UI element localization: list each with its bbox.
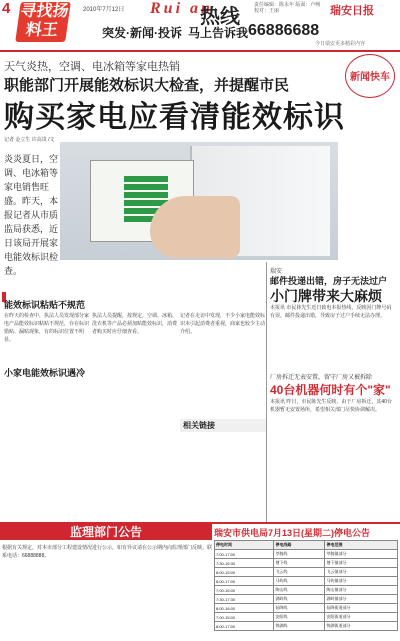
table-cell: 仙降线	[274, 604, 325, 613]
table-cell: 8:00-15:00	[215, 568, 274, 577]
hotline-number: 66886688	[248, 22, 320, 39]
body-column-2: 执法人员提醒，按规定，空调、冰箱、洗衣机等产品必须加贴能效标识，消费者购买时应仔细查看。	[92, 313, 178, 335]
table-row	[215, 550, 398, 559]
table-cell: 塘下线	[274, 559, 325, 568]
right-story1-body: 本报讯 市民林先生近日致电本报热线，反映因门牌号码有误，邮件投递出错，导致房子过户手续无法办理。	[270, 305, 392, 319]
story-kicker: 天气炎热，空调、电冰箱等家电热销	[4, 61, 180, 73]
hand-photo-part	[150, 196, 240, 258]
table-row	[215, 595, 398, 604]
right-story1-headline: 小门牌带来大麻烦	[270, 288, 382, 304]
table-row	[215, 622, 398, 631]
subhead-small-appliance: 小家电能效标识遇冷	[4, 368, 86, 378]
table-cell: 8:00-16:00	[215, 604, 274, 613]
table-cell: 塘下镇部分	[325, 559, 398, 568]
table-cell: 安阳线	[274, 613, 325, 622]
body-column-3: 记者在走访中发现，不少小家电能效标识未引起消费者重视，商家也较少主动介绍。	[180, 313, 266, 335]
right-story2-headline: 40台机器何时有个"家"	[270, 383, 391, 397]
table-cell: 飞云镇部分	[325, 568, 398, 577]
issue-date: 2010年7月12日	[83, 7, 125, 13]
table-row	[215, 586, 398, 595]
editor-info	[254, 2, 320, 14]
table-cell: 8:00-17:00	[215, 622, 274, 631]
story-byline: 记者 金立生 许高岚 /文	[4, 137, 55, 143]
table-cell: 仙降街道部分	[325, 604, 398, 613]
table-cell: 停电时间	[215, 541, 274, 550]
proof-line: 校对：王丽	[254, 8, 280, 14]
right-story2-body: 本报讯 昨日，市民陈先生反映，由于厂房拆迁，其40台机器暂无安置场所，希望相关部门尽快协调解决。	[270, 399, 392, 413]
hotline-slogan-right: 马上告诉我	[188, 26, 249, 40]
table-cell: 8:00-17:00	[215, 577, 274, 586]
table-cell: 马屿线	[274, 577, 325, 586]
table-row	[215, 613, 398, 622]
table-cell: 7:00-15:00	[215, 613, 274, 622]
table-row	[215, 568, 398, 577]
table-cell: 湖岭镇部分	[325, 595, 398, 604]
supervision-notice-body: 根据有关规定，对本市部分工程建设情况进行公示，如有异议请在公示期内向监理部门反映。联系电话：66888888。	[2, 545, 213, 559]
outage-notice-title: 瑞安市供电局7月13日(星期二)停电公告	[214, 528, 371, 538]
header-hint: 今日瑞安更多精彩内容	[315, 41, 366, 47]
related-link-box: 相关链接	[180, 419, 266, 432]
page-number: 4	[2, 0, 11, 17]
section-title: 热线	[200, 6, 240, 28]
table-cell: 湖岭线	[274, 595, 325, 604]
body-column-1: 在昨天的检查中，执法人员发现部分家电产品能效标识粘贴不规范，存在标识错贴、漏贴现象，有的标识位置不明显。	[4, 313, 90, 343]
table-cell: 7:00-16:00	[215, 586, 274, 595]
table-cell: 7:30-16:30	[215, 559, 274, 568]
story-headline: 购买家电应看清能效标识	[4, 101, 345, 134]
table-cell: 马屿镇部分	[325, 577, 398, 586]
outage-table	[214, 540, 398, 631]
table-cell: 锦湖线	[274, 622, 325, 631]
table-cell: 停电线路	[274, 541, 325, 550]
column-divider	[266, 262, 267, 522]
table-cell: 飞云线	[274, 568, 325, 577]
table-row	[215, 559, 398, 568]
news-express-label: 新闻快车	[350, 72, 390, 83]
table-cell: 陶山镇部分	[325, 586, 398, 595]
right-story1-kicker: 瑞安	[270, 269, 283, 275]
table-cell: 锦湖街道部分	[325, 622, 398, 631]
story-subheadline: 职能部门开展能效标识大检查，并提醒市民	[4, 77, 290, 94]
paper-name: 瑞安日报	[330, 5, 374, 17]
right-story1-subhead: 邮件投递出错，房子无法过户	[270, 276, 388, 286]
table-cell: 停电范围	[325, 541, 398, 550]
right-story2-kicker: 厂房拆迁无表安置，留守厂房又被拆除	[270, 375, 373, 381]
supervision-notice-title: 监理部门公告	[0, 524, 212, 540]
column-logo: 寻找扬料王	[15, 2, 71, 42]
table-cell: 安阳街道部分	[325, 613, 398, 622]
table-row	[215, 577, 398, 586]
editor-line: 责任编辑：陈永年 版面：卢畅	[254, 2, 321, 8]
table-row	[215, 604, 398, 613]
table-header-row	[215, 541, 398, 550]
story-intro: 炎炎夏日，空调、电冰箱等家电销售旺盛。昨天，本报记者从市质监局获悉，近日该局开展家电能效标识检查。	[4, 154, 59, 276]
city-label: Rui an	[150, 0, 213, 17]
hotline-slogan-left: 突发·新闻·投诉	[102, 26, 182, 40]
table-cell: 莘塍线	[274, 550, 325, 559]
table-cell: 7:00-17:00	[215, 550, 274, 559]
table-cell: 莘塍镇部分	[325, 550, 398, 559]
table-cell: 7:30-17:30	[215, 595, 274, 604]
subhead-label-issue: 能效标识粘贴不规范	[4, 300, 86, 310]
table-cell: 陶山线	[274, 586, 325, 595]
